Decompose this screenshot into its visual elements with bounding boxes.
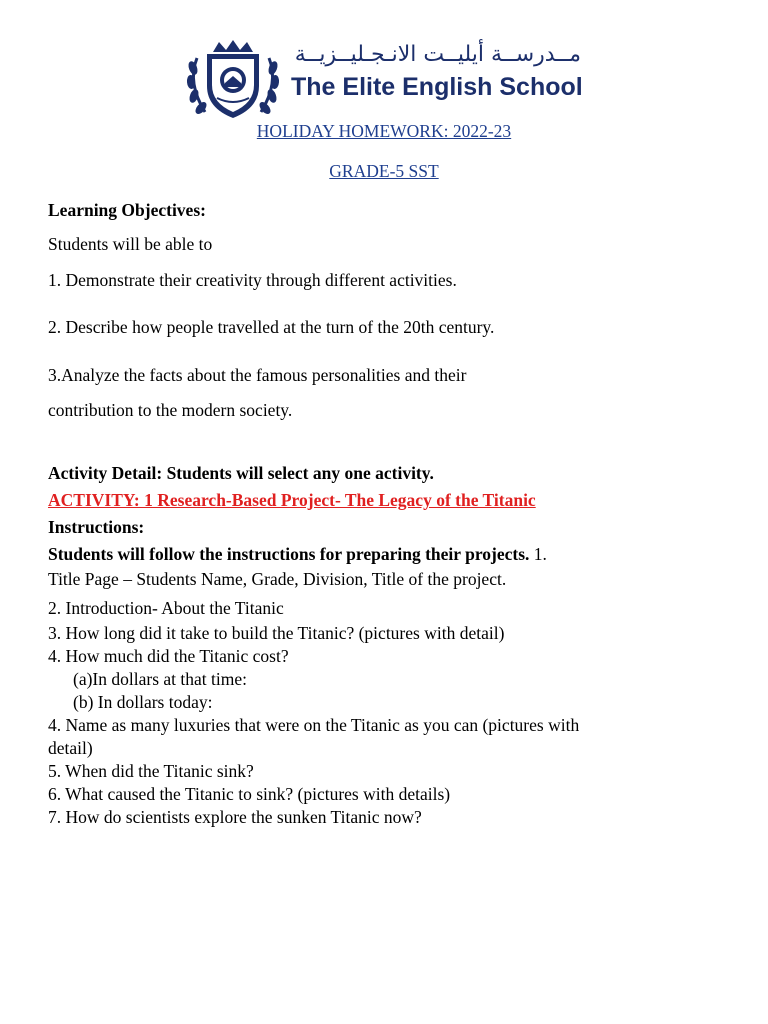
school-crest-icon bbox=[183, 38, 283, 122]
instruction-step: 2. Introduction- About the Titanic bbox=[48, 598, 284, 618]
instruction-step: 5. When did the Titanic sink? bbox=[48, 761, 254, 781]
instructions-bold: Students will follow the instructions for preparing their projects. bbox=[48, 544, 530, 564]
school-header bbox=[183, 38, 583, 122]
instruction-step: 4. How much did the Titanic cost? bbox=[48, 646, 289, 666]
instruction-step: 3. How long did it take to build the Titanic? (pictures with detail) bbox=[48, 623, 505, 643]
instruction-step: Title Page – Students Name, Grade, Division, Title of the project. bbox=[48, 569, 507, 589]
instruction-substep: (a)In dollars at that time: bbox=[73, 669, 247, 689]
instruction-step: 6. What caused the Titanic to sink? (pictures with details) bbox=[48, 784, 451, 804]
instruction-step: 4. Name as many luxuries that were on the Titanic as you can (pictures with bbox=[48, 715, 580, 735]
objective-item: 3.Analyze the facts about the famous personalities and their bbox=[48, 365, 467, 385]
objectives-intro: Students will be able to bbox=[48, 234, 213, 254]
objective-item: contribution to the modern society. bbox=[48, 400, 293, 420]
school-name-arabic: مــدرســة أيليــت الانـجـليــزيــة bbox=[294, 42, 581, 67]
page-title: HOLIDAY HOMEWORK: 2022-23 bbox=[256, 121, 512, 141]
instruction-substep: (b) In dollars today: bbox=[73, 692, 213, 712]
page-subtitle: GRADE-5 SST bbox=[329, 161, 439, 181]
instruction-step: 7. How do scientists explore the sunken Titanic now? bbox=[48, 807, 422, 827]
activity-detail: Activity Detail: Students will select any one activity. bbox=[48, 463, 434, 483]
objectives-heading: Learning Objectives: bbox=[48, 200, 206, 220]
instructions-tail: 1. bbox=[529, 544, 547, 564]
instructions-heading: Instructions: bbox=[48, 517, 145, 537]
objective-item: 1. Demonstrate their creativity through different activities. bbox=[48, 270, 457, 290]
school-name: The Elite English School bbox=[291, 73, 583, 101]
objective-item: 2. Describe how people travelled at the turn of the 20th century. bbox=[48, 317, 495, 337]
instruction-step: detail) bbox=[48, 738, 93, 758]
activity-title: ACTIVITY: 1 Research-Based Project- The Legacy of the Titanic bbox=[48, 490, 536, 510]
instructions-intro bbox=[48, 543, 547, 565]
